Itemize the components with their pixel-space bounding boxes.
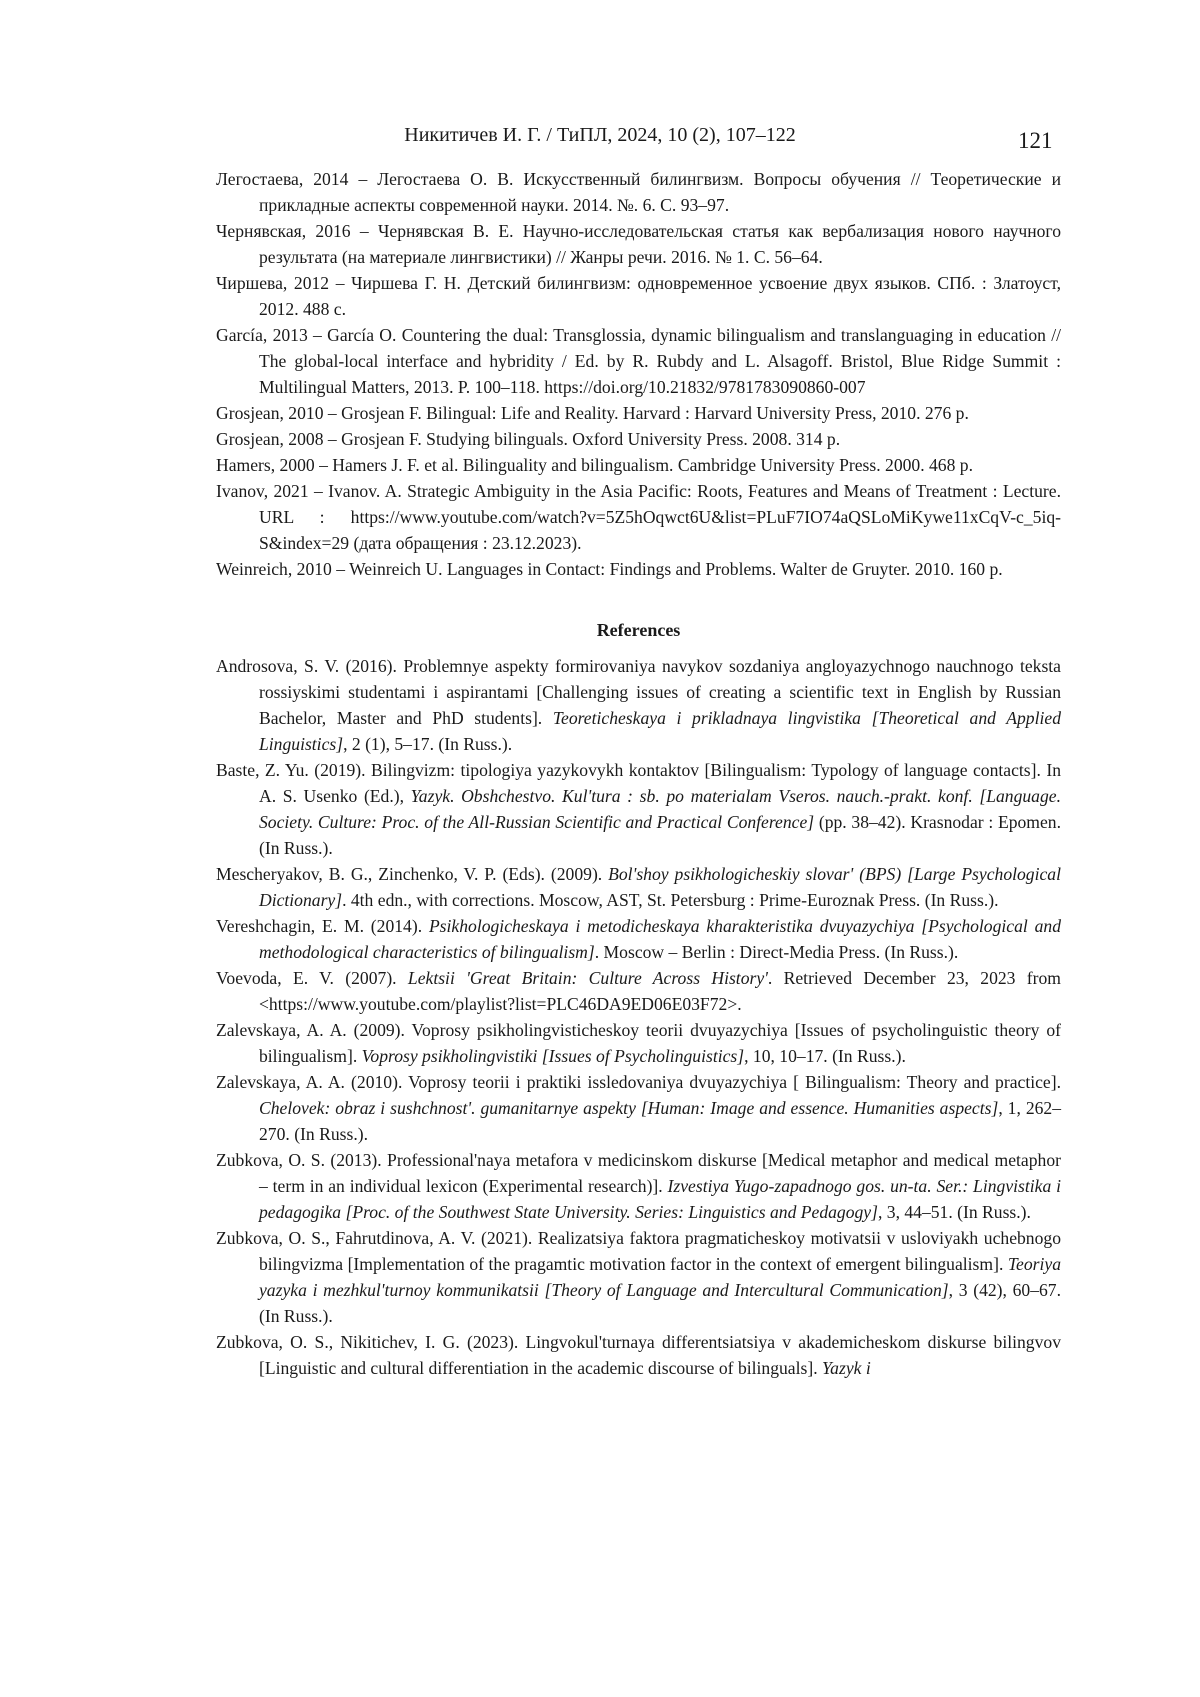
reference-entry: [216, 861, 1061, 913]
literature-list: [216, 166, 1061, 582]
literature-entry: Чиршева, 2012 – Чиршева Г. Н. Детский билингвизм: одновременное усвоение двух языков. СПб. : Златоуст, 2012. 488 с.: [216, 273, 1061, 319]
reference-source: Teoriya yazyka i mezhkul'turnoy kommunikatsii [Theory of Language and Intercultural Communication]: [259, 1254, 1061, 1300]
reference-source: Yazyk i: [822, 1358, 871, 1378]
reference-text: Zalevskaya, A. A. (2009). Voprosy psikholingvisticheskoy teorii dvuyazychiya [Issues of psycholinguistic theory of bilingualism].: [216, 1020, 1061, 1066]
reference-details: , 10, 10–17. (In Russ.).: [744, 1046, 906, 1066]
page-content: [216, 166, 1061, 1381]
reference-details: , 3, 44–51. (In Russ.).: [877, 1202, 1031, 1222]
literature-entry: Ivanov, 2021 – Ivanov. A. Strategic Ambiguity in the Asia Pacific: Roots, Features and Means of Treatment : Lecture. URL : https://www.youtube.com/watch?v=5Z5hOqwct6U&list=PLuF7IO74aQSLoMiKywe11xCqV-c_5iq-S&index=29 (дата обращения : 23.12.2023).: [216, 481, 1061, 553]
reference-entry: [216, 1069, 1061, 1147]
reference-entry: [216, 1225, 1061, 1329]
literature-entry: Hamers, 2000 – Hamers J. F. et al. Bilinguality and bilingualism. Cambridge University Press. 2000. 468 p.: [216, 455, 973, 475]
literature-entry: García, 2013 – García O. Countering the dual: Transglossia, dynamic bilingualism and translanguaging in education // The global-local interface and hybridity / Ed. by R. Rubdy and L. Alsagoff. Bristol, Blue Ridge Summit : Multilingual Matters, 2013. P. 100–118. https://doi.org/10.21832/9781783090860-007: [216, 325, 1061, 397]
page-number: 121: [1018, 128, 1053, 153]
literature-entry: Легостаева, 2014 – Легостаева О. В. Искусственный билингвизм. Вопросы обучения // Теоретические и прикладные аспекты современной науки. 2014. №. 6. С. 93–97.: [216, 169, 1061, 215]
reference-text: Zubkova, O. S., Nikitichev, I. G. (2023). Lingvokul'turnaya differentsiatsiya v akademicheskom diskurse bilingvov [Linguistic and cultural differentiation in the academic discourse of bilinguals].: [216, 1332, 1061, 1378]
reference-source: Izvestiya Yugo-zapadnogo gos. un-ta. Ser.: Lingvistika i pedagogika [Proc. of the Southwest State University. Series: Linguistics and Pedagogy]: [259, 1176, 1061, 1222]
reference-text: Mescheryakov, B. G., Zinchenko, V. P. (Eds). (2009).: [216, 864, 609, 884]
reference-details: . Retrieved December 23, 2023 from <https://www.youtube.com/playlist?list=PLC46DA9ED06E03F72>.: [259, 968, 1061, 1014]
reference-text: Vereshchagin, E. M. (2014).: [216, 916, 429, 936]
reference-source: Yazyk. Obshchestvo. Kul'tura : sb. po materialam Vseros. nauch.-prakt. konf. [Language. Society. Culture: Proc. of the All-Russian Scientific and Practical Conference]: [259, 786, 1061, 832]
reference-details: , 3 (42), 60–67. (In Russ.).: [259, 1280, 1061, 1326]
reference-source: Chelovek: obraz i sushchnost'. gumanitarnye aspekty [Human: Image and essence. Humanities aspects]: [259, 1098, 999, 1118]
reference-entry: [216, 1329, 1061, 1381]
reference-text: Zalevskaya, A. A. (2010). Voprosy teorii i praktiki issledovaniya dvuyazychiya [ Bilingualism: Theory and practice].: [216, 1072, 1061, 1092]
literature-entry: Чернявская, 2016 – Чернявская В. Е. Научно-исследовательская статья как вербализация нового научного результата (на материале лингвистики) // Жанры речи. 2016. № 1. С. 56–64.: [216, 221, 1061, 267]
literature-entry: Grosjean, 2008 – Grosjean F. Studying bilinguals. Oxford University Press. 2008. 314 p.: [216, 429, 841, 449]
reference-entry: [216, 1017, 1061, 1069]
reference-details: . 4th edn., with corrections. Moscow, AST, St. Petersburg : Prime-Euroznak Press. (In Russ.).: [342, 890, 999, 910]
reference-entry: [216, 653, 1061, 757]
references-list: [216, 653, 1061, 1381]
reference-text: Zubkova, O. S. (2013). Professional'naya metafora v medicinskom diskurse [Medical metaphor and medical metaphor – term in an individual lexicon (Experimental research)].: [216, 1150, 1061, 1196]
reference-source: Psikhologicheskaya i metodicheskaya kharakteristika dvuyazychiya [Psychological and methodological characteristics of bilingualism]: [259, 916, 1061, 962]
reference-text: Voevoda, E. V. (2007).: [216, 968, 408, 988]
reference-entry: [216, 913, 1061, 965]
reference-source: Voprosy psikholingvistiki [Issues of Psycholinguistics]: [361, 1046, 745, 1066]
reference-entry: [216, 965, 1061, 1017]
reference-details: . Moscow – Berlin : Direct-Media Press. (In Russ.).: [594, 942, 959, 962]
literature-entry: Grosjean, 2010 – Grosjean F. Bilingual: Life and Reality. Harvard : Harvard University Press, 2010. 276 p.: [216, 403, 969, 423]
reference-source: Teoreticheskaya i prikladnaya lingvistika [Theoretical and Applied Linguistics]: [259, 708, 1061, 754]
reference-entry: [216, 1147, 1061, 1225]
reference-details: (pp. 38–42). Krasnodar : Epomen. (In Russ.).: [259, 812, 1061, 858]
literature-entry: Weinreich, 2010 – Weinreich U. Languages in Contact: Findings and Problems. Walter de Gruyter. 2010. 160 p.: [216, 559, 1003, 579]
reference-text: Zubkova, O. S., Fahrutdinova, A. V. (2021). Realizatsiya faktora pragmaticheskoy motivatsii v usloviyakh uchebnogo bilingvizma [Implementation of the pragamtic motivation factor in the context of emergent bilingualism].: [216, 1228, 1061, 1274]
reference-source: Lektsii 'Great Britain: Culture Across History': [407, 968, 768, 988]
reference-details: , 2 (1), 5–17. (In Russ.).: [343, 734, 513, 754]
references-heading: References: [596, 620, 681, 640]
reference-details: , 1, 262–270. (In Russ.).: [259, 1098, 1062, 1144]
reference-entry: [216, 757, 1061, 861]
reference-text: Baste, Z. Yu. (2019). Bilingvizm: tipologiya yazykovykh kontaktov [Bilingualism: Typology of language contacts]. In A. S. Usenko (Ed.),: [216, 760, 1061, 806]
running-head: Никитичев И. Г. / ТиПЛ, 2024, 10 (2), 107–122: [404, 124, 796, 146]
reference-text: Androsova, S. V. (2016). Problemnye aspekty formirovaniya navykov sozdaniya angloyazychnogo nauchnogo teksta rossiyskimi studentami i aspirantami [Challenging issues of creating a scientific text in English by Russian Bachelor, Master and PhD students].: [216, 656, 1061, 728]
page-header: [0, 124, 1200, 154]
reference-source: Bol'shoy psikhologicheskiy slovar' (BPS) [Large Psychological Dictionary]: [259, 864, 1061, 910]
